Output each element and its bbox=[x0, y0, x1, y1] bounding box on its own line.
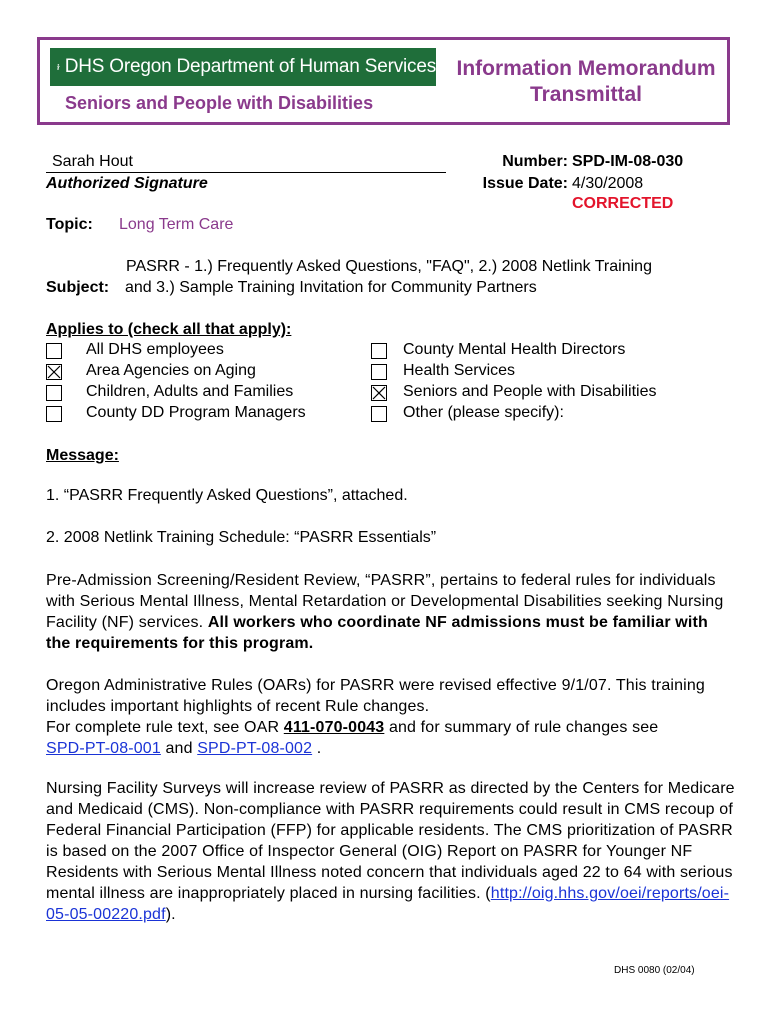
checkbox-label-left-1: Area Agencies on Aging bbox=[86, 362, 256, 379]
oar-paragraph-line3 bbox=[46, 738, 736, 759]
checkbox-right-0[interactable] bbox=[371, 343, 387, 359]
checkbox-left-3[interactable] bbox=[46, 406, 62, 422]
oar-paragraph bbox=[46, 675, 736, 759]
subject-line1: PASRR - 1.) Frequently Asked Questions, "FAQ", 2.) 2008 Netlink Training bbox=[126, 258, 652, 275]
dhs-figure-icon bbox=[56, 50, 61, 84]
spd-pt-08-001-link[interactable]: SPD-PT-08-001 bbox=[46, 740, 161, 757]
spd-pt-08-002-link[interactable]: SPD-PT-08-002 bbox=[197, 740, 313, 757]
message-item-2: 2. 2008 Netlink Training Schedule: “PASRR Essentials” bbox=[46, 529, 437, 546]
subject-label: Subject: bbox=[46, 279, 110, 296]
number-value: SPD-IM-08-030 bbox=[572, 153, 684, 170]
checkbox-left-1[interactable] bbox=[46, 364, 62, 380]
checkbox-right-2[interactable] bbox=[371, 385, 387, 401]
number-label: Number: bbox=[502, 153, 568, 170]
signature-line bbox=[46, 172, 446, 173]
pasrr-paragraph-text: Pre-Admission Screening/Resident Review, “PASRR”, pertains to federal rules for individuals with Serious Mental Illness, Mental Retardation or Developmental Disabilities seeking Nursing Facility (NF) services. bbox=[46, 572, 724, 631]
oar-end-text: . bbox=[312, 740, 322, 757]
checkbox-label-right-3: Other (please specify): bbox=[403, 404, 564, 421]
oar-and-text: and bbox=[160, 740, 198, 757]
checkbox-right-3[interactable] bbox=[371, 406, 387, 422]
checkbox-label-right-1: Health Services bbox=[403, 362, 516, 379]
signature-label: Authorized Signature bbox=[46, 175, 208, 192]
oar-paragraph-line1: Oregon Administrative Rules (OARs) for PASRR were revised effective 9/1/07. This training includes important highlights of recent Rule changes. bbox=[46, 677, 705, 715]
subject-line2: and 3.) Sample Training Invitation for Community Partners bbox=[125, 279, 537, 296]
signature-name: Sarah Hout bbox=[52, 153, 133, 170]
surveys-paragraph bbox=[46, 778, 736, 925]
checkbox-left-0[interactable] bbox=[46, 343, 62, 359]
surveys-paragraph-end: ). bbox=[165, 906, 176, 923]
checkbox-right-1[interactable] bbox=[371, 364, 387, 380]
check-x-icon bbox=[47, 365, 61, 379]
memo-title-line2: Transmittal bbox=[529, 83, 643, 106]
pasrr-paragraph-emphasis: All workers who coordinate NF admissions must be familiar with the requirements for this program. bbox=[46, 614, 708, 652]
issue-date-label: Issue Date: bbox=[482, 175, 568, 192]
memo-title bbox=[441, 56, 731, 108]
oar-paragraph-line2 bbox=[46, 717, 736, 738]
topic-label: Topic: bbox=[46, 216, 93, 233]
corrected-status: CORRECTED bbox=[572, 195, 674, 212]
checkbox-label-left-0: All DHS employees bbox=[86, 341, 224, 358]
pasrr-paragraph bbox=[46, 570, 736, 654]
oig-report-link[interactable]: http://oig.hhs.gov/oei/reports/oei-05-05-00220.pdf bbox=[46, 885, 730, 923]
checkbox-label-left-2: Children, Adults and Families bbox=[86, 383, 294, 400]
division-name: Seniors and People with Disabilities bbox=[65, 93, 374, 113]
oar-mid-text: and for summary of rule changes see bbox=[384, 719, 659, 736]
checkbox-left-2[interactable] bbox=[46, 385, 62, 401]
issue-date-value: 4/30/2008 bbox=[572, 175, 644, 192]
surveys-paragraph-text: Nursing Facility Surveys will increase review of PASRR as directed by the Centers for Medicare and Medicaid (CMS). Non-compliance with PASRR requirements could result in CMS recoup of Federal Financial Participation (FFP) for applicable residents. The CMS prioritization of PASRR is based on the 2007 Office of Inspector General (OIG) Report on PASRR for Younger NF Residents with Serious Mental Illness noted concern that individuals aged 22 to 64 with serious mental illness are inappropriately placed in nursing facilities. ( bbox=[46, 780, 735, 902]
checkbox-label-right-2: Seniors and People with Disabilities bbox=[403, 383, 657, 400]
header-box bbox=[37, 37, 730, 125]
checkbox-label-left-3: County DD Program Managers bbox=[86, 404, 306, 421]
logo-text: DHS Oregon Department of Human Services bbox=[64, 56, 436, 77]
dhs-logo bbox=[50, 48, 436, 86]
check-x-icon bbox=[372, 386, 386, 400]
oar-pre-text: For complete rule text, see OAR bbox=[46, 719, 284, 736]
oar-rule-number: 411-070-0043 bbox=[283, 719, 385, 736]
applies-heading: Applies to (check all that apply): bbox=[46, 321, 292, 338]
message-item-1: 1. “PASRR Frequently Asked Questions”, attached. bbox=[46, 487, 408, 504]
form-number: DHS 0080 (02/04) bbox=[614, 965, 695, 976]
memo-title-line1: Information Memorandum bbox=[456, 57, 716, 80]
checkbox-label-right-0: County Mental Health Directors bbox=[403, 341, 626, 358]
message-heading: Message: bbox=[46, 447, 119, 464]
topic-value: Long Term Care bbox=[119, 216, 234, 233]
